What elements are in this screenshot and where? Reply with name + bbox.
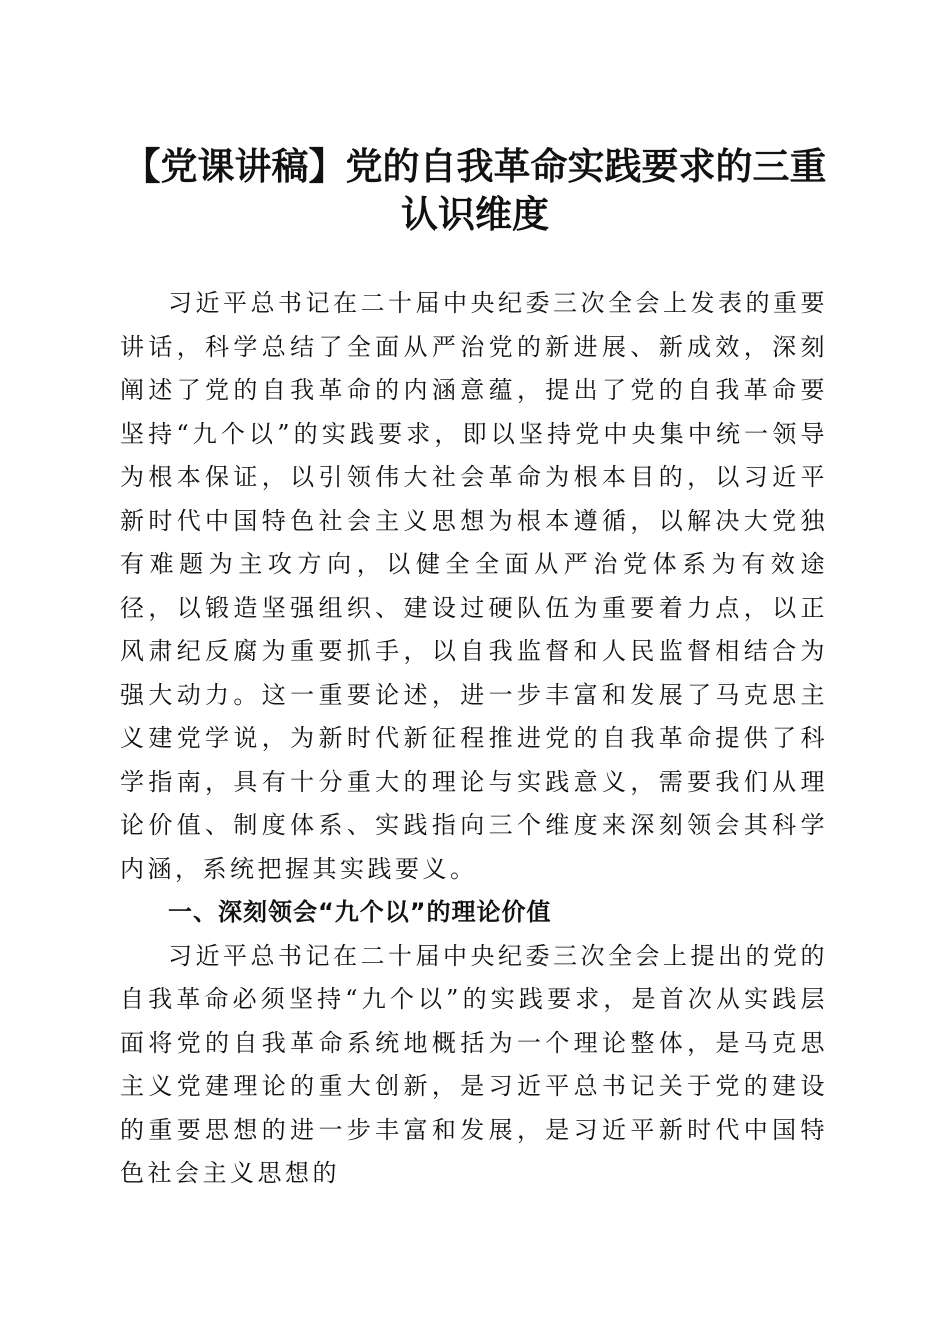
section-heading: 一、深刻领会“九个以”的理论价值 <box>168 898 552 926</box>
document-body <box>120 282 828 1196</box>
intro-paragraph: 习近平总书记在二十届中央纪委三次全会上发表的重要讲话，科学总结了全面从严治党的新进展、新成效，深刻阐述了党的自我革命的内涵意蕴，提出了党的自我革命要坚持“九个以”的实践要求，即以坚持党中央集中统一领导为根本保证，以引领伟大社会革命为根本目的，以习近平新时代中国特色社会主义思想为根本遵循，以解决大党独有难题为主攻方向，以健全全面从严治党体系为有效途径，以锻造坚强组织、建设过硬队伍为重要着力点，以正风肃纪反腐为重要抓手，以自我监督和人民监督相结合为强大动力。这一重要论述，进一步丰富和发展了马克思主义建党学说，为新时代新征程推进党的自我革命提供了科学指南，具有十分重大的理论与实践意义，需要我们从理论价值、制度体系、实践指向三个维度来深刻领会其科学内涵，系统把握其实践要义。 <box>120 289 828 883</box>
document-title: 【党课讲稿】党的自我革命实践要求的三重认识维度 <box>123 145 827 236</box>
section-paragraph: 习近平总书记在二十届中央纪委三次全会上提出的党的自我革命必须坚持“九个以”的实践要求，是首次从实践层面将党的自我革命系统地概括为一个理论整体，是马克思主义党建理论的重大创新，是习近平总书记关于党的建设的重要思想的进一步丰富和发展，是习近平新时代中国特色社会主义思想的 <box>120 941 828 1187</box>
